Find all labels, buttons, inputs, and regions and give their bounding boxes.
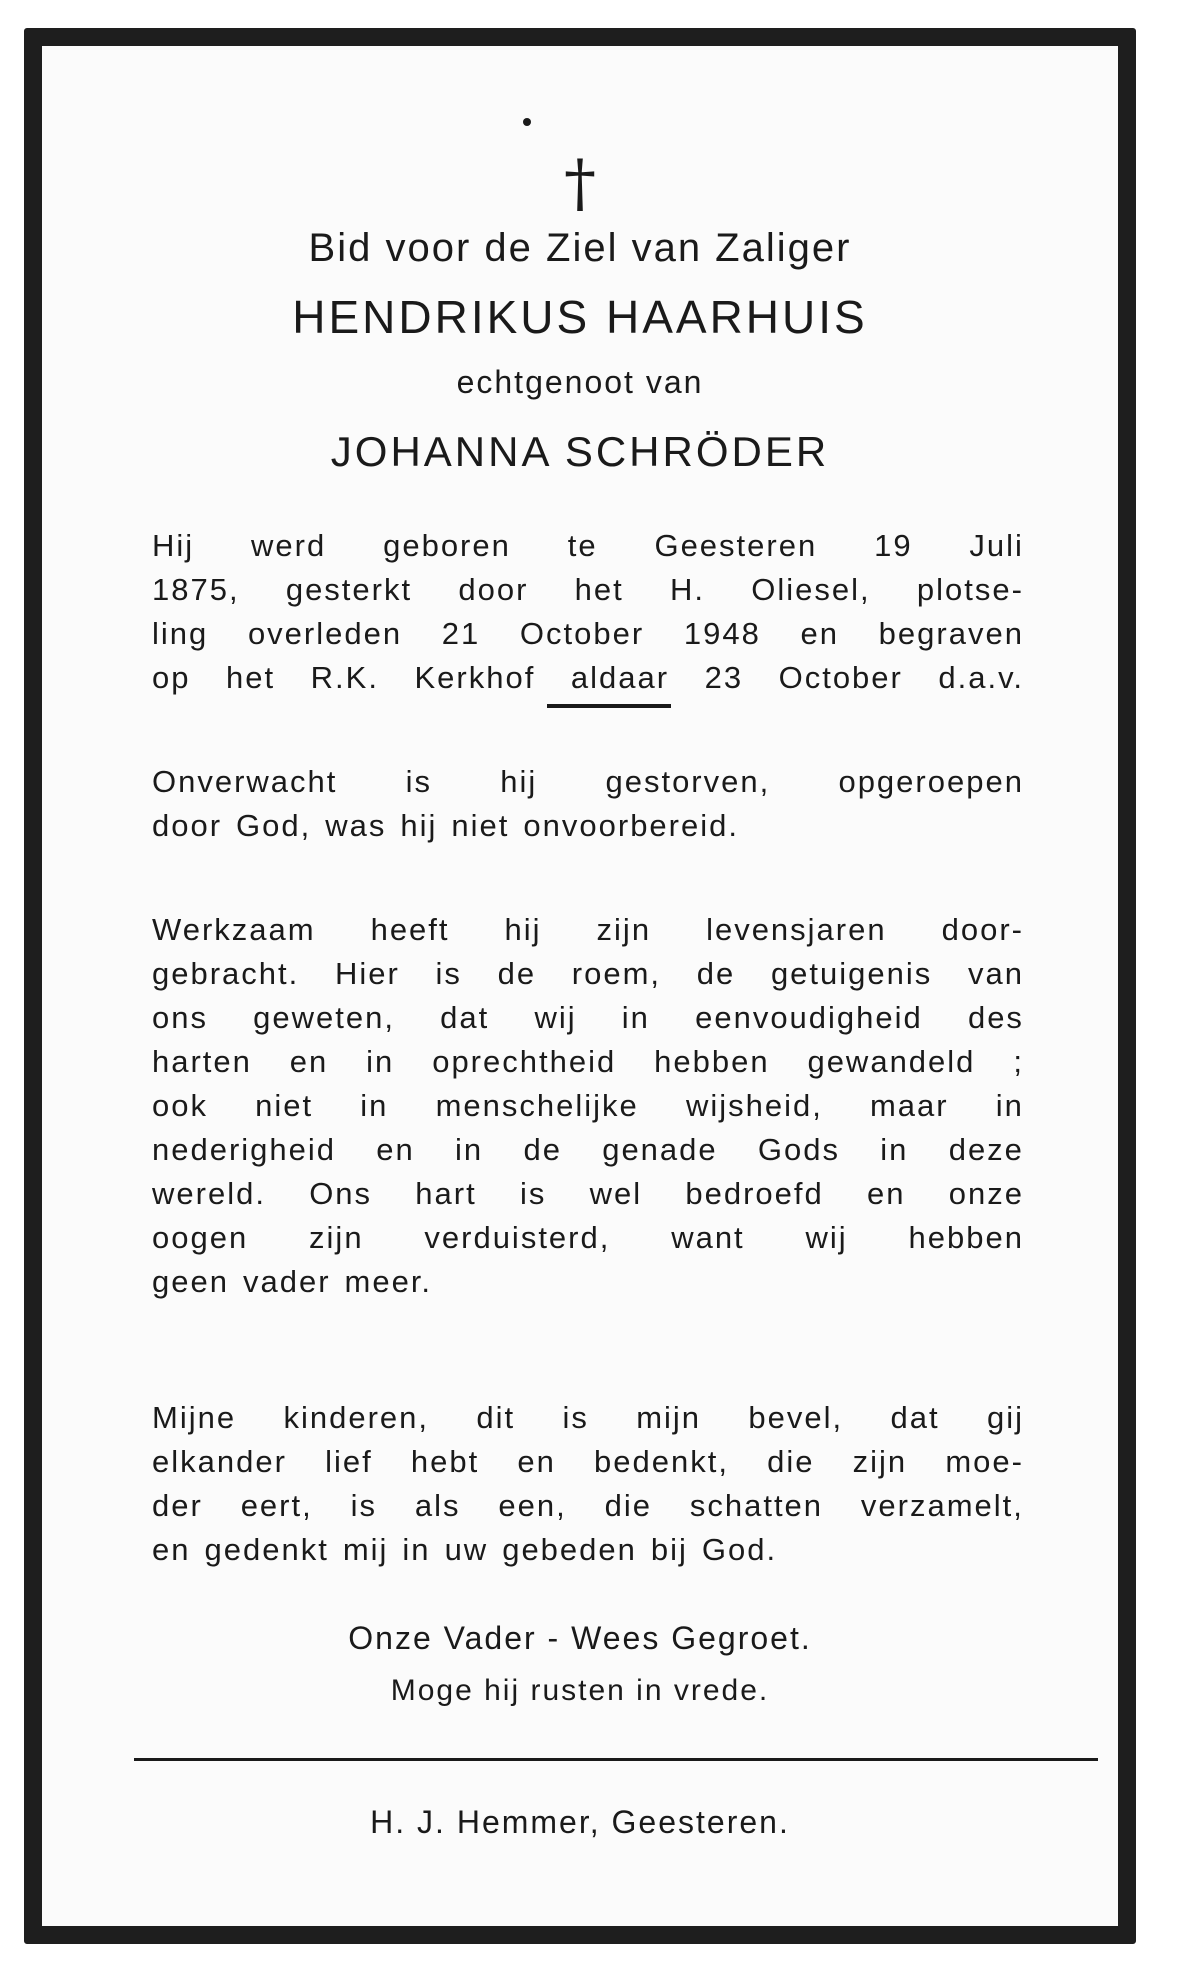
invocation-line: Bid voor de Ziel van Zaliger — [308, 226, 852, 270]
spouse-name: JOHANNA SCHRÖDER — [330, 428, 830, 475]
verse-line: harten en in oprechtheid hebben gewandeld ; — [152, 1044, 1024, 1079]
biography-paragraph — [152, 524, 1024, 700]
verse-line: ook niet in menschelijke wijsheid, maar in — [152, 1088, 1024, 1123]
verse-line: Mijne kinderen, dit is mijn bevel, dat gij — [152, 1400, 1024, 1435]
short-divider — [547, 704, 671, 708]
printer-imprint: H. J. Hemmer, Geesteren. — [370, 1804, 790, 1840]
verse-line: door God, was hij niet onvoorbereid. — [152, 808, 739, 843]
verse-line: elkander lief hebt en bedenkt, die zijn moe- — [152, 1444, 1024, 1479]
verse-line: gebracht. Hier is de roem, de getuigenis van — [152, 956, 1024, 991]
verse-line: wereld. Ons hart is wel bedroefd en onze — [152, 1176, 1024, 1211]
verse-paragraph-1 — [152, 760, 1024, 848]
verse-line: der eert, is als een, die schatten verzamelt, — [152, 1488, 1024, 1523]
verse-paragraph-2 — [152, 908, 1024, 1304]
ink-dot — [523, 118, 531, 126]
verse-paragraph-3 — [152, 1396, 1024, 1572]
verse-line: oogen zijn verduisterd, want wij hebben — [152, 1220, 1024, 1255]
verse-line: en gedenkt mij in uw gebeden bij God. — [152, 1532, 778, 1567]
spouse-label: echtgenoot van — [456, 364, 704, 400]
biography-line: ling overleden 21 October 1948 en begraven — [152, 616, 1024, 651]
verse-line: nederigheid en in de genade Gods in deze — [152, 1132, 1024, 1167]
memorial-card — [24, 28, 1136, 1944]
biography-line: Hij werd geboren te Geesteren 19 Juli — [152, 528, 1024, 563]
verse-line: Werkzaam heeft hij zijn levensjaren door- — [152, 912, 1024, 947]
prayer-line: Onze Vader - Wees Gegroet. — [348, 1620, 812, 1656]
cross-icon: † — [564, 147, 596, 221]
verse-line: ons geweten, dat wij in eenvoudigheid des — [152, 1000, 1024, 1035]
biography-line: op het R.K. Kerkhof aldaar 23 October d.a.v. — [152, 660, 1024, 695]
verse-line: geen vader meer. — [152, 1264, 433, 1299]
biography-line: 1875, gesterkt door het H. Oliesel, plotse- — [152, 572, 1024, 607]
verse-line: Onverwacht is hij gestorven, opgeroepen — [152, 764, 1024, 799]
deceased-name: HENDRIKUS HAARHUIS — [292, 291, 868, 343]
footer-divider — [134, 1758, 1098, 1761]
blessing-line: Moge hij rusten in vrede. — [390, 1674, 770, 1707]
